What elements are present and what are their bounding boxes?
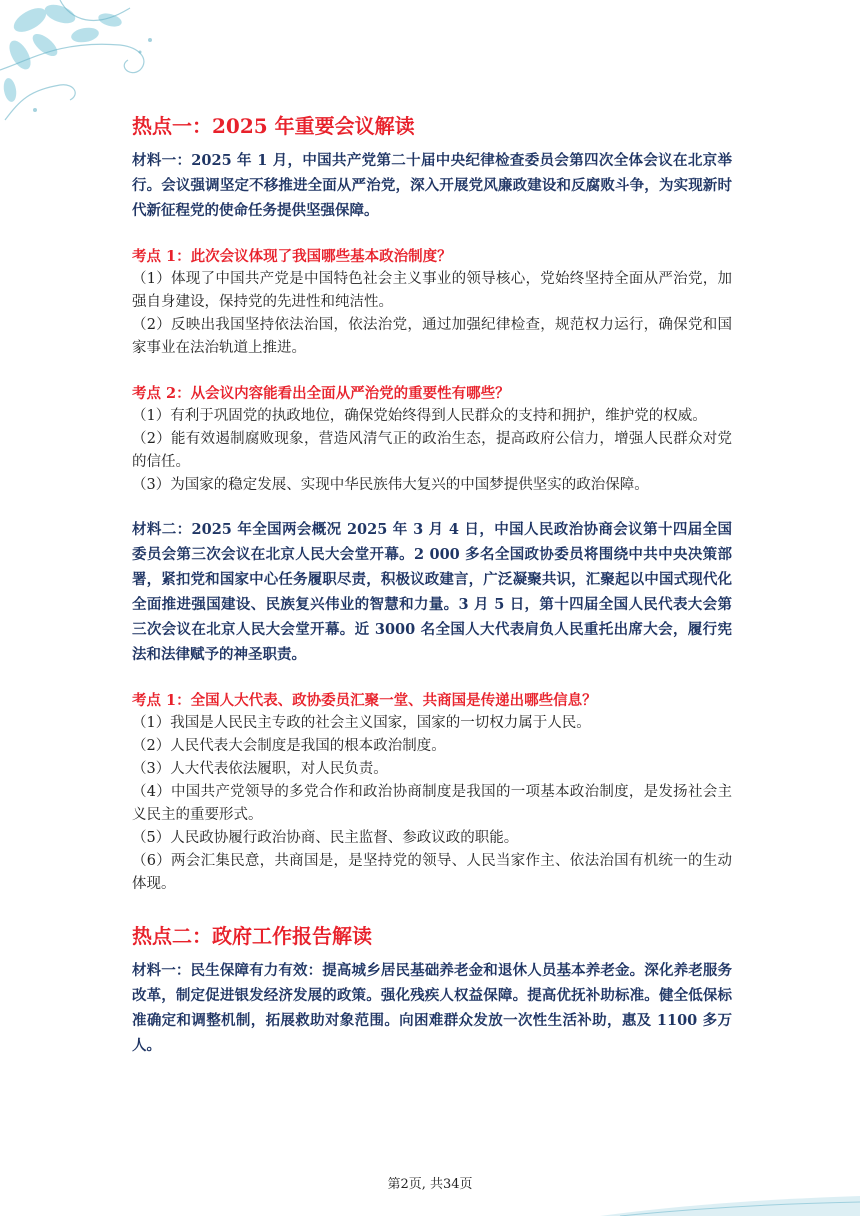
answer-item: （2）能有效遏制腐败现象，营造风清气正的政治生态，提高政府公信力，增强人民群众对党的信任。 (132, 431, 732, 470)
page-number: 第2页, 共34页 (387, 1177, 473, 1192)
material-2: 材料二：2025 年全国两会概况 2025 年 3 月 4 日，中国人民政治协商会议第十四届全国委员会第三次会议在北京人民大会堂开幕。2 000 多名全国政协委员将围绕中共中央决策部署，紧扣党和国家中心任务履职尽责，积极议政建言，广泛凝聚共识，汇聚起以中国式现代化全面推进强国建设、民族复兴伟业的智慧和力量。3 月 5 日，第十四届全国人民代表大会第三次会议在北京人民大会堂开幕。近 3000 名全国人大代表肩负人民重托出席大会，履行宪法和法律赋予的神圣职责。 (132, 521, 732, 663)
answer-item: （3）为国家的稳定发展、实现中华民族伟大复兴的中国梦提供坚实的政治保障。 (132, 477, 649, 493)
question-title: 考点 1：此次会议体现了我国哪些基本政治制度？ (132, 248, 452, 265)
answer-item: （2）反映出我国坚持依法治国，依法治党，通过加强纪律检查，规范权力运行，确保党和国家事业在法治轨道上推进。 (132, 317, 732, 356)
page-content (132, 112, 732, 1058)
answer-item: （2）人民代表大会制度是我国的根本政治制度。 (132, 738, 446, 754)
section-title-1: 热点一：2025 年重要会议解读 (132, 114, 415, 138)
section-title-2: 热点二：政府工作报告解读 (132, 924, 372, 948)
answer-item: （1）我国是人民民主专政的社会主义国家，国家的一切权力属于人民。 (132, 715, 591, 731)
answer-item: （1）体现了中国共产党是中国特色社会主义事业的领导核心，党始终坚持全面从严治党，加强自身建设，保持党的先进性和纯洁性。 (132, 271, 732, 310)
answer-item: （3）人大代表依法履职，对人民负责。 (132, 761, 388, 777)
question-title: 考点 1：全国人大代表、政协委员汇聚一堂、共商国是传递出哪些信息？ (132, 692, 597, 709)
answer-item: （4）中国共产党领导的多党合作和政治协商制度是我国的一项基本政治制度，是发扬社会主义民主的重要形式。 (132, 784, 732, 823)
answer-item: （6）两会汇集民意，共商国是，是坚持党的领导、人民当家作主、依法治国有机统一的生动体现。 (132, 853, 732, 892)
material-3: 材料一：民生保障有力有效：提高城乡居民基础养老金和退休人员基本养老金。深化养老服务改革，制定促进银发经济发展的政策。强化残疾人权益保障。提高优抚补助标准。健全低保标准确定和调整机制，拓展救助对象范围。向困难群众发放一次性生活补助，惠及 1100 多万人。 (132, 962, 732, 1054)
answer-item: （5）人民政协履行政治协商、民主监督、参政议政的职能。 (132, 830, 519, 846)
material-1: 材料一：2025 年 1 月，中国共产党第二十届中央纪律检查委员会第四次全体会议在北京举行。会议强调坚定不移推进全面从严治党，深入开展党风廉政建设和反腐败斗争，为实现新时代新征程党的使命任务提供坚强保障。 (132, 152, 732, 219)
question-title: 考点 2：从会议内容能看出全面从严治党的重要性有哪些？ (132, 385, 510, 402)
answer-item: （1）有利于巩固党的执政地位，确保党始终得到人民群众的支持和拥护，维护党的权威。 (132, 408, 707, 424)
